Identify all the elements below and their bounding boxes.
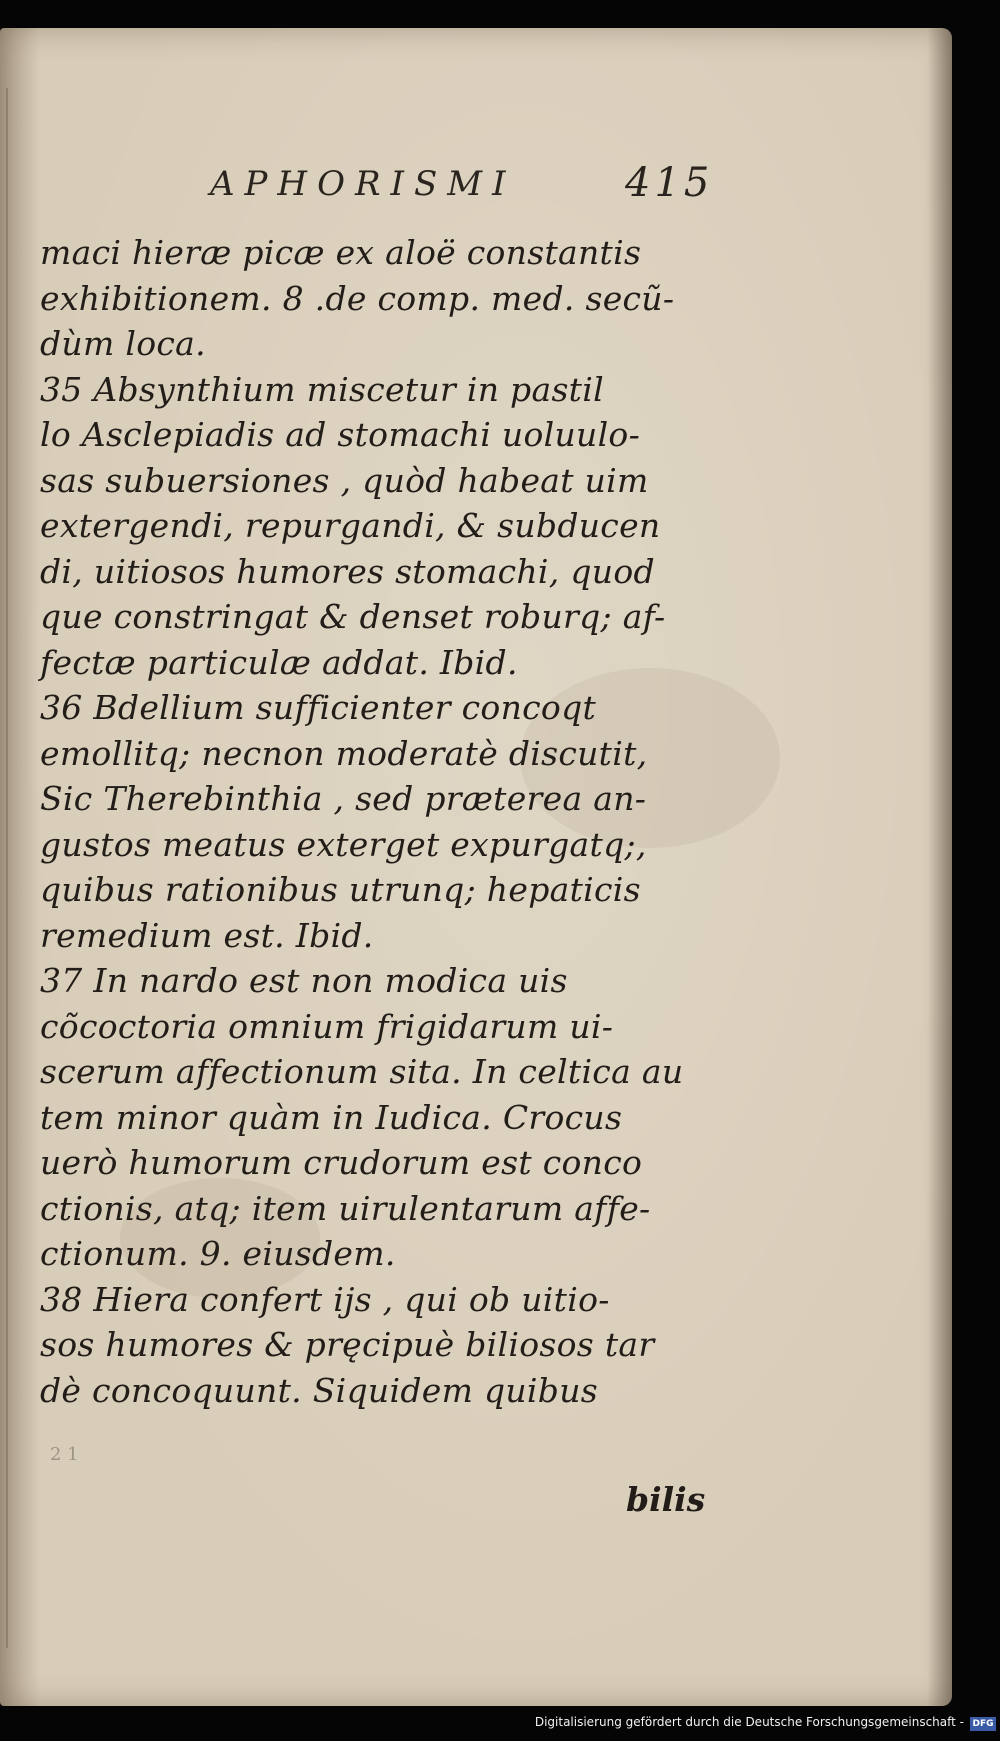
text-line: ctionum. 9. eiusdem. bbox=[40, 1234, 396, 1273]
text-line: tem minor quàm in Iudica. Crocus bbox=[40, 1097, 623, 1137]
text-line: cõcoctoria omnium frigidarum ui- bbox=[40, 1006, 614, 1046]
text-line: ctionis, atq; item uirulentarum affe- bbox=[40, 1188, 651, 1228]
catchword: bilis bbox=[626, 1480, 706, 1519]
dfg-logo: DFG bbox=[970, 1717, 996, 1731]
gutter-shadow bbox=[6, 88, 8, 1648]
text-line: 37 In nardo est non modica uis bbox=[40, 961, 568, 1000]
book-page bbox=[0, 28, 952, 1706]
text-line: 36 Bdellium sufficienter concoqt bbox=[40, 688, 597, 727]
text-line: extergendi, repurgandi, & subducen bbox=[40, 506, 661, 545]
text-line: 38 Hiera confert ijs , qui ob uitio- bbox=[40, 1279, 610, 1319]
text-line: sas subuersiones , quòd habeat uim bbox=[40, 460, 649, 500]
text-line: dè concoquunt. Siquidem quibus bbox=[40, 1370, 598, 1410]
text-line: sos humores & pręcipuè biliosos tar bbox=[40, 1325, 655, 1364]
text-line: lo Asclepiadis ad stomachi uoluulo- bbox=[40, 415, 641, 454]
text-line: scerum affectionum sita. In celtica au bbox=[40, 1052, 684, 1091]
text-line: exhibitionem. 8 .de comp. med. secũ- bbox=[40, 278, 675, 318]
text-line: dùm loca. bbox=[40, 324, 206, 363]
page-number: 415 bbox=[625, 160, 714, 206]
digitization-credit: Digitalisierung gefördert durch die Deutsche Forschungsgemeinschaft - bbox=[534, 1715, 964, 1729]
text-line: quibus rationibus utrunq; hepaticis bbox=[40, 870, 641, 909]
running-head: APHORISMI bbox=[210, 164, 516, 204]
text-line: maci hieræ picæ ex aloë constantis bbox=[40, 233, 642, 272]
signature-mark: 2 1 bbox=[50, 1444, 79, 1465]
page-header bbox=[40, 146, 740, 216]
text-line: Sic Therebinthia , sed præterea an- bbox=[40, 779, 647, 818]
text-line: remedium est. Ibid. bbox=[40, 915, 374, 955]
text-line: que constringat & denset roburq; af- bbox=[40, 597, 666, 636]
text-line: di, uitiosos humores stomachi, quod bbox=[40, 551, 655, 591]
text-line: uerò humorum crudorum est conco bbox=[40, 1143, 643, 1182]
text-line: fectæ particulæ addat. Ibid. bbox=[40, 642, 518, 682]
text-line: 35 Absynthium miscetur in pastil bbox=[40, 369, 604, 409]
text-line: gustos meatus exterget expurgatq;, bbox=[40, 824, 647, 864]
text-line: emollitq; necnon moderatè discutit, bbox=[40, 733, 648, 773]
body-text bbox=[40, 230, 730, 1413]
